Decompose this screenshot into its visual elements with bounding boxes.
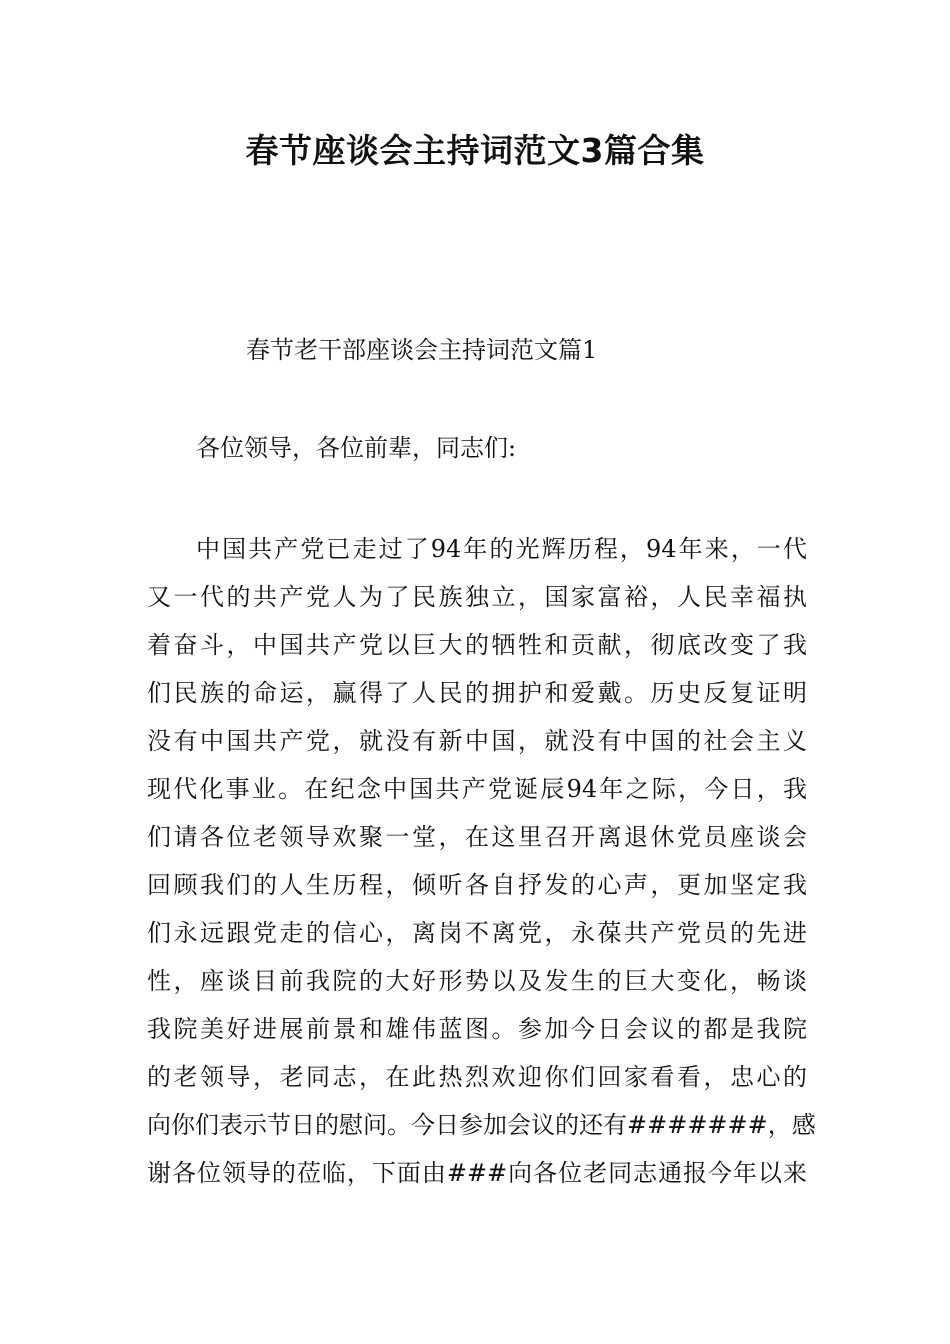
body-line: 中国共产党已走过了94年的光辉历程，94年来，一代 [196, 535, 807, 563]
body-line: 我院美好进展前景和雄伟蓝图。参加今日会议的都是我院 [147, 1015, 807, 1043]
body-line: 们永远跟党走的信心，离岗不离党，永葆共产党员的先进 [147, 919, 807, 947]
body-line: 性，座谈目前我院的大好形势以及发生的巨大变化，畅谈 [147, 967, 807, 995]
body-line: 没有中国共产党，就没有新中国，就没有中国的社会主义 [147, 727, 807, 755]
body-line: 现代化事业。在纪念中国共产党诞辰94年之际，今日，我 [147, 775, 807, 803]
body-line: 们请各位老领导欢聚一堂，在这里召开离退休党员座谈会 [147, 823, 807, 851]
document-title: 春节座谈会主持词范文3篇合集 [245, 131, 705, 170]
body-line: 们民族的命运，赢得了人民的拥护和爱戴。历史反复证明 [147, 679, 807, 707]
body-line: 又一代的共产党人为了民族独立，国家富裕，人民幸福执 [147, 583, 807, 611]
body-line: 回顾我们的人生历程，倾听各自抒发的心声，更加坚定我 [147, 871, 807, 899]
body-line: 着奋斗，中国共产党以巨大的牺牲和贡献，彻底改变了我 [147, 631, 807, 659]
body-line: 谢各位领导的莅临，下面由###向各位老同志通报今年以来 [147, 1159, 807, 1187]
body-paragraph [147, 531, 816, 1203]
section-title: 春节老干部座谈会主持词范文篇1 [246, 336, 598, 364]
body-line: 的老领导，老同志，在此热烈欢迎你们回家看看，忠心的 [147, 1063, 807, 1091]
body-line: 向你们表示节日的慰问。今日参加会议的还有#######，感 [147, 1111, 816, 1139]
salutation: 各位领导，各位前辈，同志们: [196, 434, 517, 462]
